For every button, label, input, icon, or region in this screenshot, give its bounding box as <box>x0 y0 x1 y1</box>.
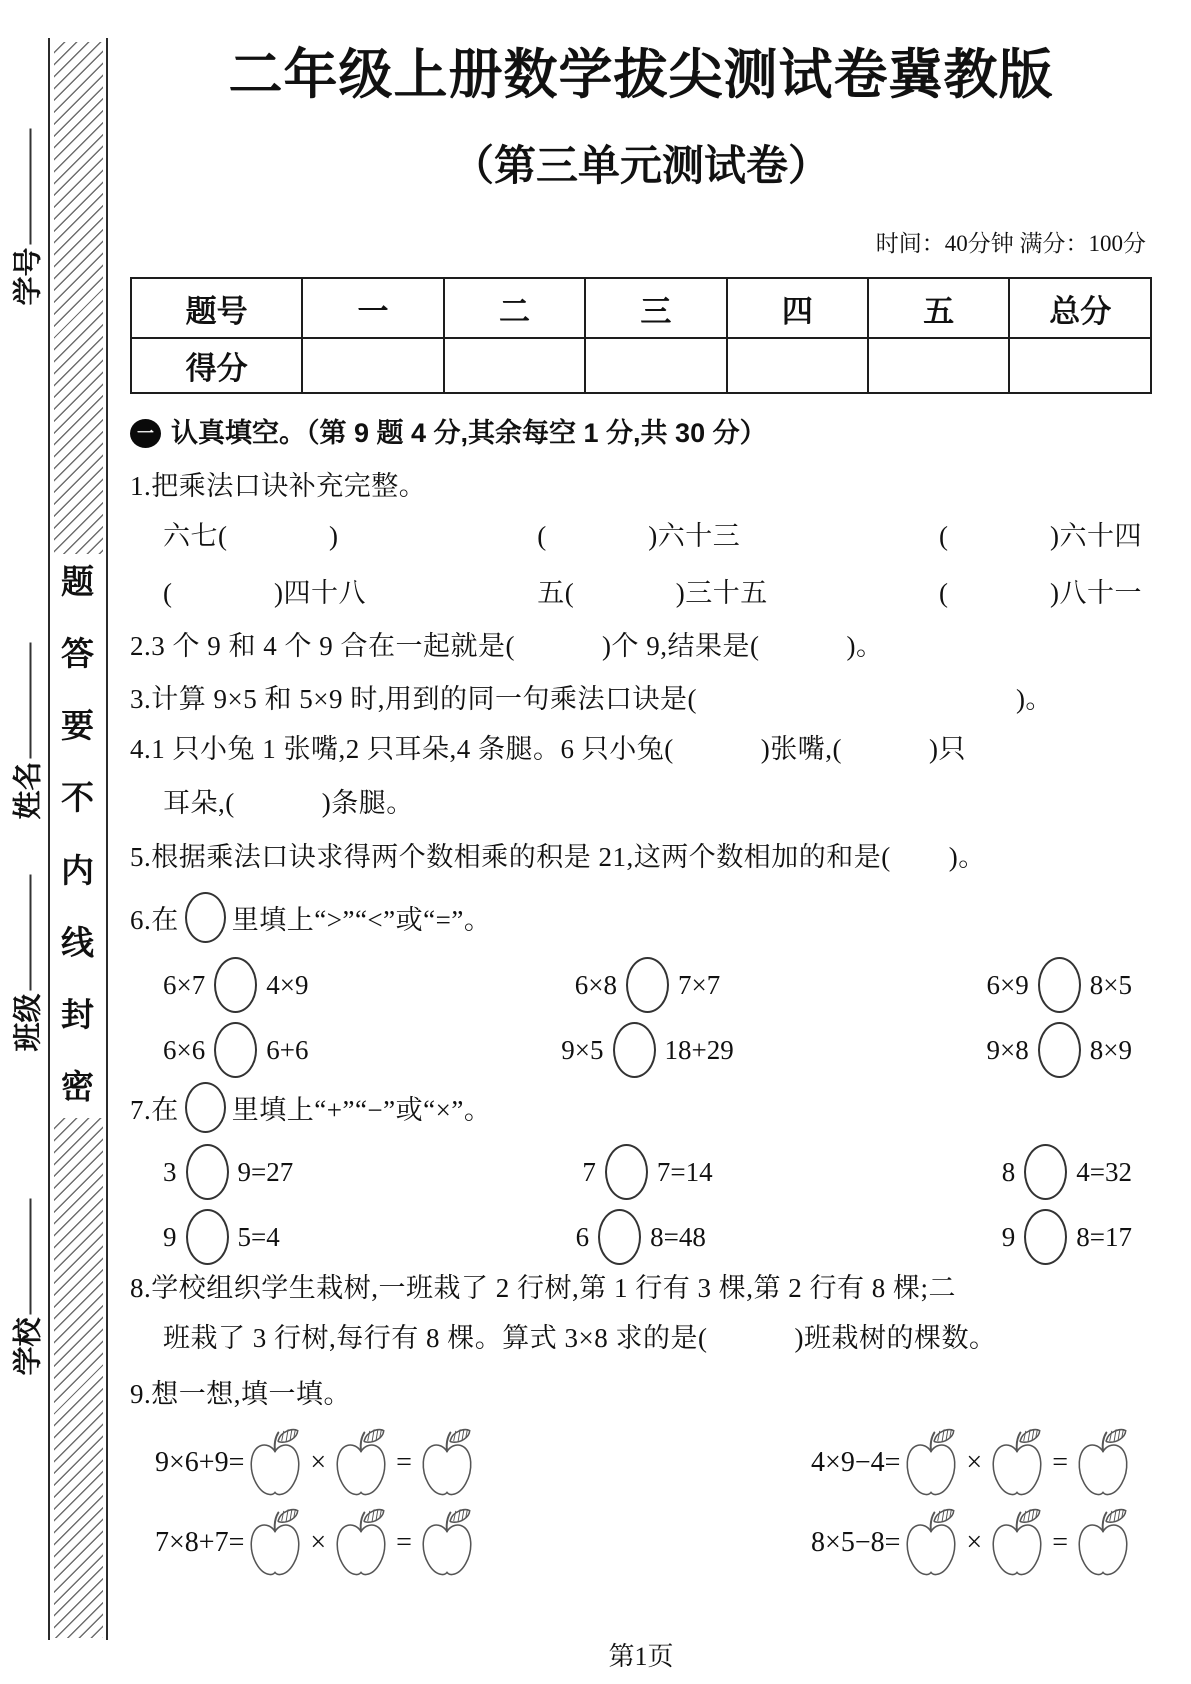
fill-blank-item: ( )八十一 <box>939 578 1142 609</box>
multiply-sign: × <box>966 1447 983 1479</box>
operator-item: 6 8=48 <box>576 1204 706 1264</box>
seal-warning-char: 不 <box>61 781 94 818</box>
section-1-header <box>130 416 1152 451</box>
apple-blank-icon <box>1074 1507 1132 1579</box>
apple-blank-icon <box>902 1507 960 1579</box>
page-title: 二年级上册数学拔尖测试卷冀教版 <box>228 45 1054 105</box>
operator-item: 7 7=14 <box>582 1139 712 1199</box>
question-7-tail: 里填上“+”“−”或“×”。 <box>231 1094 492 1125</box>
compare-circle-blank <box>214 1022 257 1078</box>
fill-blank-item: ( )四十八 <box>163 578 366 609</box>
operator-circle-blank <box>598 1209 641 1265</box>
operator-item: 3 9=27 <box>163 1139 293 1199</box>
apple-blank-icon <box>246 1427 304 1499</box>
student-id-label: 学号 <box>12 247 45 306</box>
question-6-lead: 6.在 <box>130 904 179 935</box>
question-1-text: 1.把乘法口诀补充完整。 <box>130 471 427 502</box>
apple-blank-icon <box>988 1427 1046 1499</box>
score-cell <box>727 338 868 393</box>
apple-blank-icon <box>902 1427 960 1499</box>
apple-blank-icon <box>246 1507 304 1579</box>
apple-blank-icon <box>1074 1427 1132 1499</box>
operator-circle-blank <box>186 1144 229 1200</box>
operator-circle-blank <box>1024 1209 1067 1265</box>
equals-sign: = <box>1052 1527 1068 1559</box>
operator-circle-blank <box>605 1144 648 1200</box>
equation-prefix: 7×8+7= <box>155 1527 245 1559</box>
compare-item: 6×6 6+6 <box>163 1017 308 1077</box>
seal-warning-char: 封 <box>61 997 94 1034</box>
operator-circle-blank <box>1024 1144 1067 1200</box>
compare-circle-blank <box>185 892 226 943</box>
multiply-sign: × <box>310 1447 327 1479</box>
apple-blank-icon <box>988 1507 1046 1579</box>
question-1-row-b <box>130 576 1152 610</box>
question-4-line2: 耳朵,( )条腿。 <box>163 788 414 819</box>
seal-hatch-top <box>54 42 103 554</box>
equals-sign: = <box>396 1447 412 1479</box>
time-info: 时间：40分钟 满分：100分 <box>875 231 1146 257</box>
compare-circle-blank <box>1038 957 1081 1013</box>
student-name-label: 姓名 <box>12 761 45 820</box>
student-id-blank-line <box>30 128 32 244</box>
school-label: 学校 <box>12 1317 45 1376</box>
compare-item: 9×5 18+29 <box>561 1017 733 1077</box>
score-cell <box>1009 338 1151 393</box>
apple-blank-icon <box>418 1507 476 1579</box>
question-6-header <box>130 889 1152 945</box>
question-7-row-a <box>130 1139 1152 1199</box>
compare-item: 6×8 7×7 <box>575 952 720 1012</box>
score-cell <box>444 338 585 393</box>
seal-warning-text <box>50 556 105 1108</box>
equation-prefix: 9×6+9= <box>155 1447 245 1479</box>
compare-item: 6×7 4×9 <box>163 952 308 1012</box>
score-cell <box>585 338 726 393</box>
question-8-line2: 班栽了 3 行树,每行有 8 棵。算式 3×8 求的是( )班栽树的棵数。 <box>163 1323 997 1354</box>
fill-blank-item: 五( )三十五 <box>537 578 768 609</box>
compare-circle-blank <box>626 957 669 1013</box>
apple-blank-icon <box>332 1427 390 1499</box>
seal-hatch-bottom <box>54 1118 103 1638</box>
score-cell <box>868 338 1009 393</box>
question-6-row-a <box>130 952 1152 1012</box>
score-table-header-cell: 四 <box>727 278 868 338</box>
apple-blank-icon <box>332 1507 390 1579</box>
equals-sign: = <box>1052 1447 1068 1479</box>
question-6-tail: 里填上“>”“<”或“=”。 <box>231 904 492 935</box>
question-9-text: 9.想一想,填一填。 <box>130 1379 351 1410</box>
apple-blank-icon <box>418 1427 476 1499</box>
fill-blank-item: ( )六十四 <box>939 521 1142 552</box>
student-name-field <box>6 642 47 819</box>
score-table-score-row <box>131 338 1151 393</box>
question-3-text: 3.计算 9×5 和 5×9 时,用到的同一句乘法口诀是( )。 <box>130 684 1053 715</box>
class-label: 班级 <box>12 993 45 1052</box>
question-6-row-b <box>130 1017 1152 1077</box>
seal-warning-char: 线 <box>61 925 94 962</box>
main-content <box>130 0 1152 1582</box>
score-table-header-cell: 二 <box>444 278 585 338</box>
seal-warning-char: 密 <box>61 1069 94 1106</box>
question-8-line1: 8.学校组织学生栽树,一班栽了 2 行树,第 1 行有 3 棵,第 2 行有 8 棵;二 <box>130 1273 957 1304</box>
score-table <box>130 277 1152 394</box>
class-blank-line <box>30 874 32 990</box>
school-blank-line <box>30 1198 32 1314</box>
apple-equation <box>811 1427 1134 1499</box>
score-table-header-cell: 五 <box>868 278 1009 338</box>
question-9-row-a <box>130 1424 1152 1502</box>
question-7-header <box>130 1079 1152 1135</box>
question-7-row-b <box>130 1204 1152 1264</box>
fill-blank-item: 六七( ) <box>163 521 339 552</box>
compare-item: 9×8 8×9 <box>987 1017 1132 1077</box>
compare-circle-blank <box>613 1022 656 1078</box>
compare-item: 6×9 8×5 <box>987 952 1132 1012</box>
section-number-badge: 一 <box>130 419 161 448</box>
score-table-header-row <box>131 278 1151 338</box>
equation-prefix: 8×5−8= <box>811 1527 901 1559</box>
question-2-text: 2.3 个 9 和 4 个 9 合在一起就是( )个 9,结果是( )。 <box>130 631 884 662</box>
question-4-line1: 4.1 只小兔 1 张嘴,2 只耳朵,4 条腿。6 只小兔( )张嘴,( )只 <box>130 734 966 765</box>
page-subtitle: （第三单元测试卷） <box>451 143 830 190</box>
equation-prefix: 4×9−4= <box>811 1447 901 1479</box>
seal-rail-line-right <box>106 38 108 1640</box>
question-9-row-b <box>130 1504 1152 1582</box>
operator-circle-blank <box>186 1209 229 1265</box>
seal-warning-char: 答 <box>61 637 94 674</box>
equals-sign: = <box>396 1527 412 1559</box>
score-table-header-cell: 一 <box>302 278 443 338</box>
apple-equation <box>155 1507 478 1579</box>
compare-circle-blank <box>214 957 257 1013</box>
score-label-cell: 得分 <box>131 338 302 393</box>
score-table-header-cell: 题号 <box>131 278 302 338</box>
section-1-title: 认真填空。（第 9 题 4 分,其余每空 1 分,共 30 分） <box>171 418 767 449</box>
question-1-row-a <box>130 519 1152 553</box>
operator-item: 9 8=17 <box>1002 1204 1132 1264</box>
question-5-text: 5.根据乘法口诀求得两个数相乘的积是 21,这两个数相加的和是( )。 <box>130 842 986 873</box>
score-table-header-cell: 总分 <box>1009 278 1151 338</box>
apple-equation <box>811 1507 1134 1579</box>
student-name-blank-line <box>30 642 32 758</box>
operator-circle-blank <box>185 1082 226 1133</box>
question-7-lead: 7.在 <box>130 1094 179 1125</box>
page-number: 第1页 <box>608 1642 674 1671</box>
operator-item: 9 5=4 <box>163 1204 280 1264</box>
fill-blank-item: ( )六十三 <box>537 521 741 552</box>
score-cell <box>302 338 443 393</box>
operator-item: 8 4=32 <box>1002 1139 1132 1199</box>
score-table-header-cell: 三 <box>585 278 726 338</box>
multiply-sign: × <box>310 1527 327 1559</box>
seal-warning-char: 内 <box>61 853 94 890</box>
seal-warning-char: 题 <box>61 565 94 601</box>
student-id-field <box>6 128 47 305</box>
school-field <box>6 1198 47 1375</box>
apple-equation <box>155 1427 478 1499</box>
multiply-sign: × <box>966 1527 983 1559</box>
class-field <box>6 874 47 1051</box>
seal-warning-char: 要 <box>61 709 94 746</box>
compare-circle-blank <box>1038 1022 1081 1078</box>
